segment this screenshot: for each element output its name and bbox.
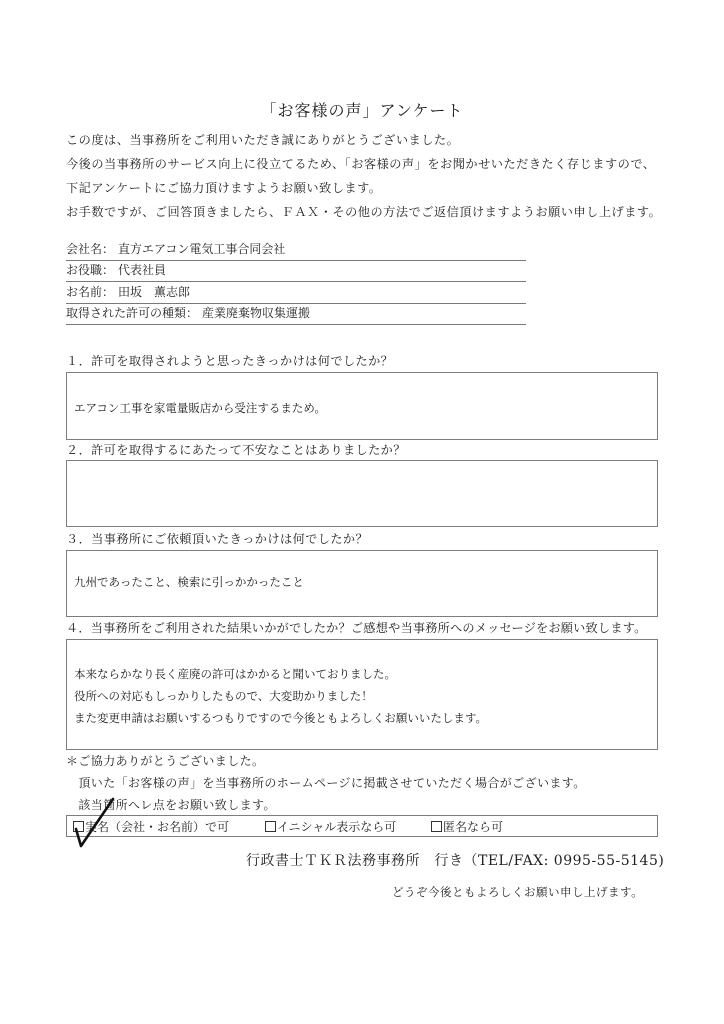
survey-title: 「お客様の声」アンケート: [260, 101, 464, 120]
field-value: 田坂 薫志郎: [118, 285, 191, 299]
field-name[interactable]: [66, 282, 526, 304]
field-label: お名前：: [66, 285, 115, 299]
question-4-label: ４．当事務所をご利用された結果いかがでしたか？ご感想や当事務所へのメッセージをお願い致します。: [66, 621, 647, 635]
question-2-label: ２．許可を取得するにあたって不安なことはありましたか？: [66, 443, 406, 457]
recipient-office: 行政書士ＴＫＲ法務事務所 行き（TEL/FAX: 0995-55-5145): [246, 853, 665, 869]
field-value: 直方エアコン電気工事合同会社: [118, 242, 286, 256]
field-company[interactable]: [66, 239, 526, 261]
field-value: 代表社員: [118, 263, 167, 277]
closing-remark: どうぞ今後ともよろしくお願い申し上げます。: [392, 885, 644, 899]
intro-line: この度は、当事務所をご利用いただき誠にありがとうございました。: [66, 133, 460, 147]
answer-line: また変更申請はお願いするつもりですので今後ともよろしくお願いいたします。: [74, 711, 487, 725]
option-anonymous[interactable]: [431, 818, 503, 835]
check-instruction: 該当箇所へレ点をお願い致します。: [66, 798, 276, 812]
field-name-text: [66, 283, 190, 300]
field-value: 産業廃棄物収集運搬: [202, 306, 311, 320]
field-position[interactable]: [66, 260, 526, 282]
field-permit-type[interactable]: [66, 303, 526, 325]
answer-line: エアコン工事を家電量販店から受注するまため。: [74, 401, 326, 415]
question-3-label: ３．当事務所にご依頼頂いたきっかけは何でしたか？: [66, 532, 369, 546]
option-label: 匿名なら可: [443, 820, 504, 834]
option-label: イニシャル表示なら可: [277, 820, 397, 834]
intro-line: 今後の当事務所のサービス向上に役立てるため、「お客様の声」をお聞かせいただきたく存じますので、: [66, 157, 656, 171]
field-company-text: [66, 240, 285, 257]
checkbox-icon[interactable]: [431, 821, 442, 832]
field-label: 取得された許可の種類：: [66, 306, 199, 320]
question-4-answer-box[interactable]: [66, 639, 658, 750]
publish-note: 頂いた「お客様の声」を当事務所のホームページに掲載させていただく場合がございます。: [66, 776, 586, 790]
intro-line: お手数ですが、ご回答頂きましたら、ＦＡＸ・その他の方法でご返信頂けますようお願い申し上げます。: [66, 205, 662, 219]
answer-line: 九州であったこと、検索に引っかかったこと: [74, 575, 304, 589]
field-label: お役職：: [66, 263, 115, 277]
option-label: 実名（会社・お名前）で可: [85, 820, 230, 834]
option-initials[interactable]: [265, 818, 396, 835]
field-label: 会社名：: [66, 242, 115, 256]
answer-line: 本来ならかなり長く産廃の許可はかかると聞いておりました。: [74, 667, 396, 681]
question-3-answer-box[interactable]: [66, 550, 658, 617]
checkbox-icon[interactable]: [73, 821, 84, 832]
thanks-note: ＊ご協力ありがとうございました。: [66, 754, 265, 768]
option-real-name[interactable]: [73, 818, 229, 835]
question-1-label: １．許可を取得されようと思ったきっかけは何でしたか？: [66, 354, 394, 368]
question-2-answer-box[interactable]: [66, 460, 658, 527]
consent-options: [66, 815, 658, 837]
question-1-answer-box[interactable]: [66, 372, 658, 440]
answer-line: 役所への対応もしっかりしたもので、大変助かりました！: [74, 689, 373, 703]
field-permit-type-text: [66, 304, 310, 321]
checkbox-icon[interactable]: [265, 821, 276, 832]
intro-line: 下記アンケートにご協力頂けますようお願い致します。: [66, 181, 382, 195]
field-position-text: [66, 261, 166, 278]
